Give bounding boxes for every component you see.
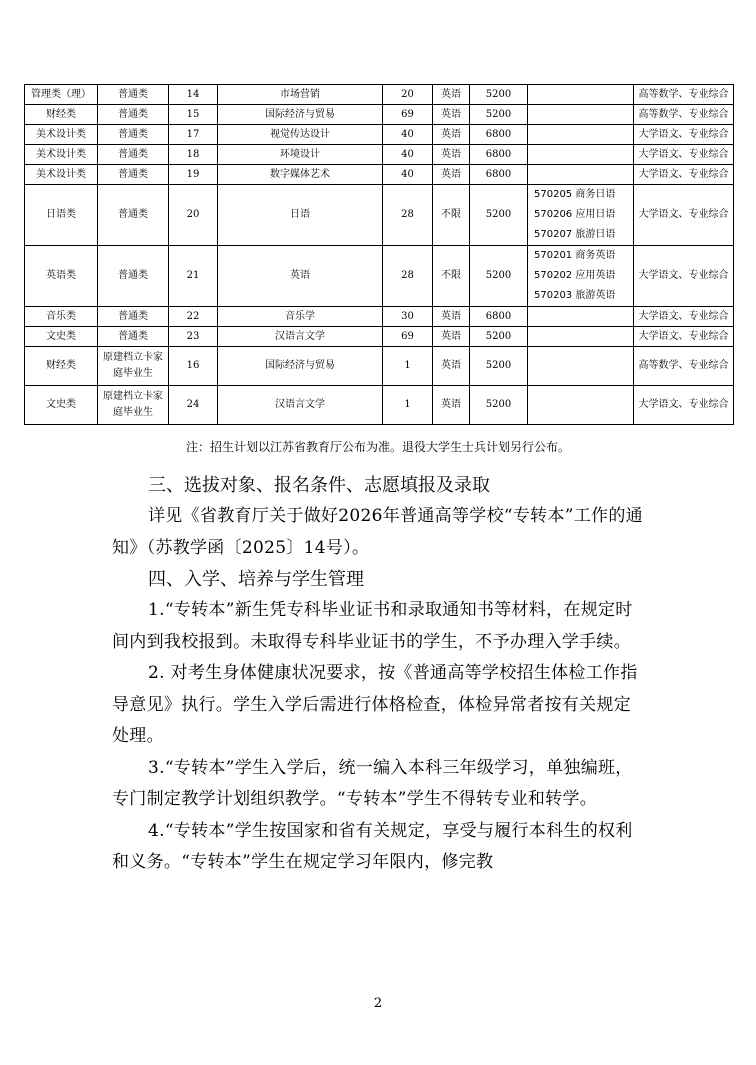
plan-cell: 40 <box>383 125 433 145</box>
type-cell: 普通类 <box>98 85 169 105</box>
plan-cell: 1 <box>383 386 433 425</box>
major-cell: 视觉传达设计 <box>218 125 383 145</box>
enrollment-table <box>24 84 734 425</box>
code-cell: 16 <box>169 347 218 386</box>
category-cell: 财经类 <box>25 105 98 125</box>
code-cell: 19 <box>169 165 218 185</box>
fee-cell: 5200 <box>470 185 528 246</box>
note-line: 570201 商务英语 <box>534 250 616 261</box>
notes-cell <box>528 307 634 327</box>
type-cell: 普通类 <box>98 165 169 185</box>
code-cell: 14 <box>169 85 218 105</box>
notes-cell <box>528 145 634 165</box>
code-cell: 23 <box>169 327 218 347</box>
type-cell: 普通类 <box>98 307 169 327</box>
exam-cell: 高等数学、专业综合 <box>634 85 734 105</box>
language-cell: 英语 <box>433 327 470 347</box>
table-row <box>25 347 734 386</box>
category-cell: 美术设计类 <box>25 145 98 165</box>
table-row <box>25 386 734 425</box>
code-cell: 20 <box>169 185 218 246</box>
plan-cell: 40 <box>383 145 433 165</box>
language-cell: 不限 <box>433 246 470 307</box>
major-cell: 音乐学 <box>218 307 383 327</box>
notes-cell <box>528 185 634 246</box>
language-cell: 英语 <box>433 347 470 386</box>
major-cell: 环境设计 <box>218 145 383 165</box>
category-cell: 美术设计类 <box>25 165 98 185</box>
category-cell: 音乐类 <box>25 307 98 327</box>
plan-cell: 69 <box>383 105 433 125</box>
type-cell: 普通类 <box>98 327 169 347</box>
table-row <box>25 307 734 327</box>
paragraph: 3.“专转本”学生入学后，统一编入本科三年级学习，单独编班，专门制定教学计划组织教学。“专转本”学生不得转专业和转学。 <box>112 757 633 809</box>
language-cell: 英语 <box>433 125 470 145</box>
notes-cell <box>528 165 634 185</box>
fee-cell: 5200 <box>470 246 528 307</box>
language-cell: 英语 <box>433 386 470 425</box>
category-cell: 管理类（理） <box>25 85 98 105</box>
major-cell: 日语 <box>218 185 383 246</box>
table-row <box>25 125 734 145</box>
type-cell: 普通类 <box>98 246 169 307</box>
plan-cell: 20 <box>383 85 433 105</box>
notes-cell <box>528 125 634 145</box>
language-cell: 英语 <box>433 85 470 105</box>
exam-cell: 大学语文、专业综合 <box>634 145 734 165</box>
fee-cell: 5200 <box>470 327 528 347</box>
major-cell: 汉语言文学 <box>218 386 383 425</box>
enrollment-plan-table <box>24 84 733 425</box>
major-cell: 国际经济与贸易 <box>218 347 383 386</box>
fee-cell: 5200 <box>470 105 528 125</box>
code-cell: 22 <box>169 307 218 327</box>
type-cell: 原建档立卡家庭毕业生 <box>98 386 169 425</box>
category-cell: 文史类 <box>25 327 98 347</box>
table-row <box>25 327 734 347</box>
exam-cell: 大学语文、专业综合 <box>634 185 734 246</box>
plan-cell: 40 <box>383 165 433 185</box>
paragraph: 详见《省教育厅关于做好2026年普通高等学校“专转本”工作的通知》（苏教学函〔2025〕14号）。 <box>112 506 643 558</box>
code-cell: 15 <box>169 105 218 125</box>
table-row <box>25 145 734 165</box>
section-heading: 四、入学、培养与学生管理 <box>148 569 364 590</box>
table-body <box>25 85 734 425</box>
note-line: 570207 旅游日语 <box>534 229 616 240</box>
fee-cell: 6800 <box>470 307 528 327</box>
paragraph: 4.“专转本”学生按国家和省有关规定，享受与履行本科生的权利和义务。“专转本”学生在规定学习年限内，修完教 <box>112 820 633 872</box>
section-heading: 三、选拔对象、报名条件、志愿填报及录取 <box>148 475 490 496</box>
fee-cell: 5200 <box>470 85 528 105</box>
exam-cell: 大学语文、专业综合 <box>634 246 734 307</box>
major-cell: 国际经济与贸易 <box>218 105 383 125</box>
notes-cell <box>528 347 634 386</box>
note-line: 570205 商务日语 <box>534 189 616 200</box>
language-cell: 英语 <box>433 165 470 185</box>
fee-cell: 6800 <box>470 145 528 165</box>
table-row <box>25 105 734 125</box>
exam-cell: 大学语文、专业综合 <box>634 125 734 145</box>
code-cell: 21 <box>169 246 218 307</box>
exam-cell: 高等数学、专业综合 <box>634 105 734 125</box>
note-line: 570203 旅游英语 <box>534 290 616 301</box>
notes-cell <box>528 386 634 425</box>
plan-cell: 1 <box>383 347 433 386</box>
plan-cell: 69 <box>383 327 433 347</box>
major-cell: 英语 <box>218 246 383 307</box>
notes-cell <box>528 105 634 125</box>
category-cell: 英语类 <box>25 246 98 307</box>
section-3 <box>112 470 646 564</box>
category-cell: 财经类 <box>25 347 98 386</box>
paragraph: 2. 对考生身体健康状况要求，按《普通高等学校招生体检工作指导意见》执行。学生入学后需进行体格检查，体检异常者按有关规定处理。 <box>112 663 638 746</box>
table-row <box>25 85 734 105</box>
fee-cell: 5200 <box>470 347 528 386</box>
exam-cell: 大学语文、专业综合 <box>634 386 734 425</box>
page-number: 2 <box>373 996 383 1011</box>
table-row <box>25 246 734 307</box>
type-cell: 普通类 <box>98 185 169 246</box>
fee-cell: 5200 <box>470 386 528 425</box>
type-cell: 普通类 <box>98 145 169 165</box>
major-cell: 市场营销 <box>218 85 383 105</box>
language-cell: 英语 <box>433 145 470 165</box>
major-cell: 汉语言文学 <box>218 327 383 347</box>
language-cell: 不限 <box>433 185 470 246</box>
language-cell: 英语 <box>433 307 470 327</box>
exam-cell: 大学语文、专业综合 <box>634 165 734 185</box>
code-cell: 17 <box>169 125 218 145</box>
table-row <box>25 165 734 185</box>
category-cell: 美术设计类 <box>25 125 98 145</box>
plan-cell: 30 <box>383 307 433 327</box>
notes-cell <box>528 327 634 347</box>
exam-cell: 大学语文、专业综合 <box>634 327 734 347</box>
type-cell: 原建档立卡家庭毕业生 <box>98 347 169 386</box>
language-cell: 英语 <box>433 105 470 125</box>
table-footnote: 注：招生计划以江苏省教育厅公布为准。退役大学生士兵计划另行公布。 <box>185 440 570 454</box>
exam-cell: 大学语文、专业综合 <box>634 307 734 327</box>
major-cell: 数字媒体艺术 <box>218 165 383 185</box>
plan-cell: 28 <box>383 246 433 307</box>
notes-cell <box>528 85 634 105</box>
paragraph: 1.“专转本”新生凭专科毕业证书和录取通知书等材料，在规定时间内到我校报到。未取得专科毕业证书的学生，不予办理入学手续。 <box>112 600 633 652</box>
fee-cell: 6800 <box>470 165 528 185</box>
note-line: 570202 应用英语 <box>534 270 616 281</box>
notes-cell <box>528 246 634 307</box>
table-row <box>25 185 734 246</box>
note-line: 570206 应用日语 <box>534 209 616 220</box>
exam-cell: 高等数学、专业综合 <box>634 347 734 386</box>
document-body <box>112 470 646 879</box>
type-cell: 普通类 <box>98 105 169 125</box>
code-cell: 24 <box>169 386 218 425</box>
type-cell: 普通类 <box>98 125 169 145</box>
plan-cell: 28 <box>383 185 433 246</box>
section-4 <box>112 564 646 879</box>
code-cell: 18 <box>169 145 218 165</box>
category-cell: 日语类 <box>25 185 98 246</box>
category-cell: 文史类 <box>25 386 98 425</box>
fee-cell: 6800 <box>470 125 528 145</box>
